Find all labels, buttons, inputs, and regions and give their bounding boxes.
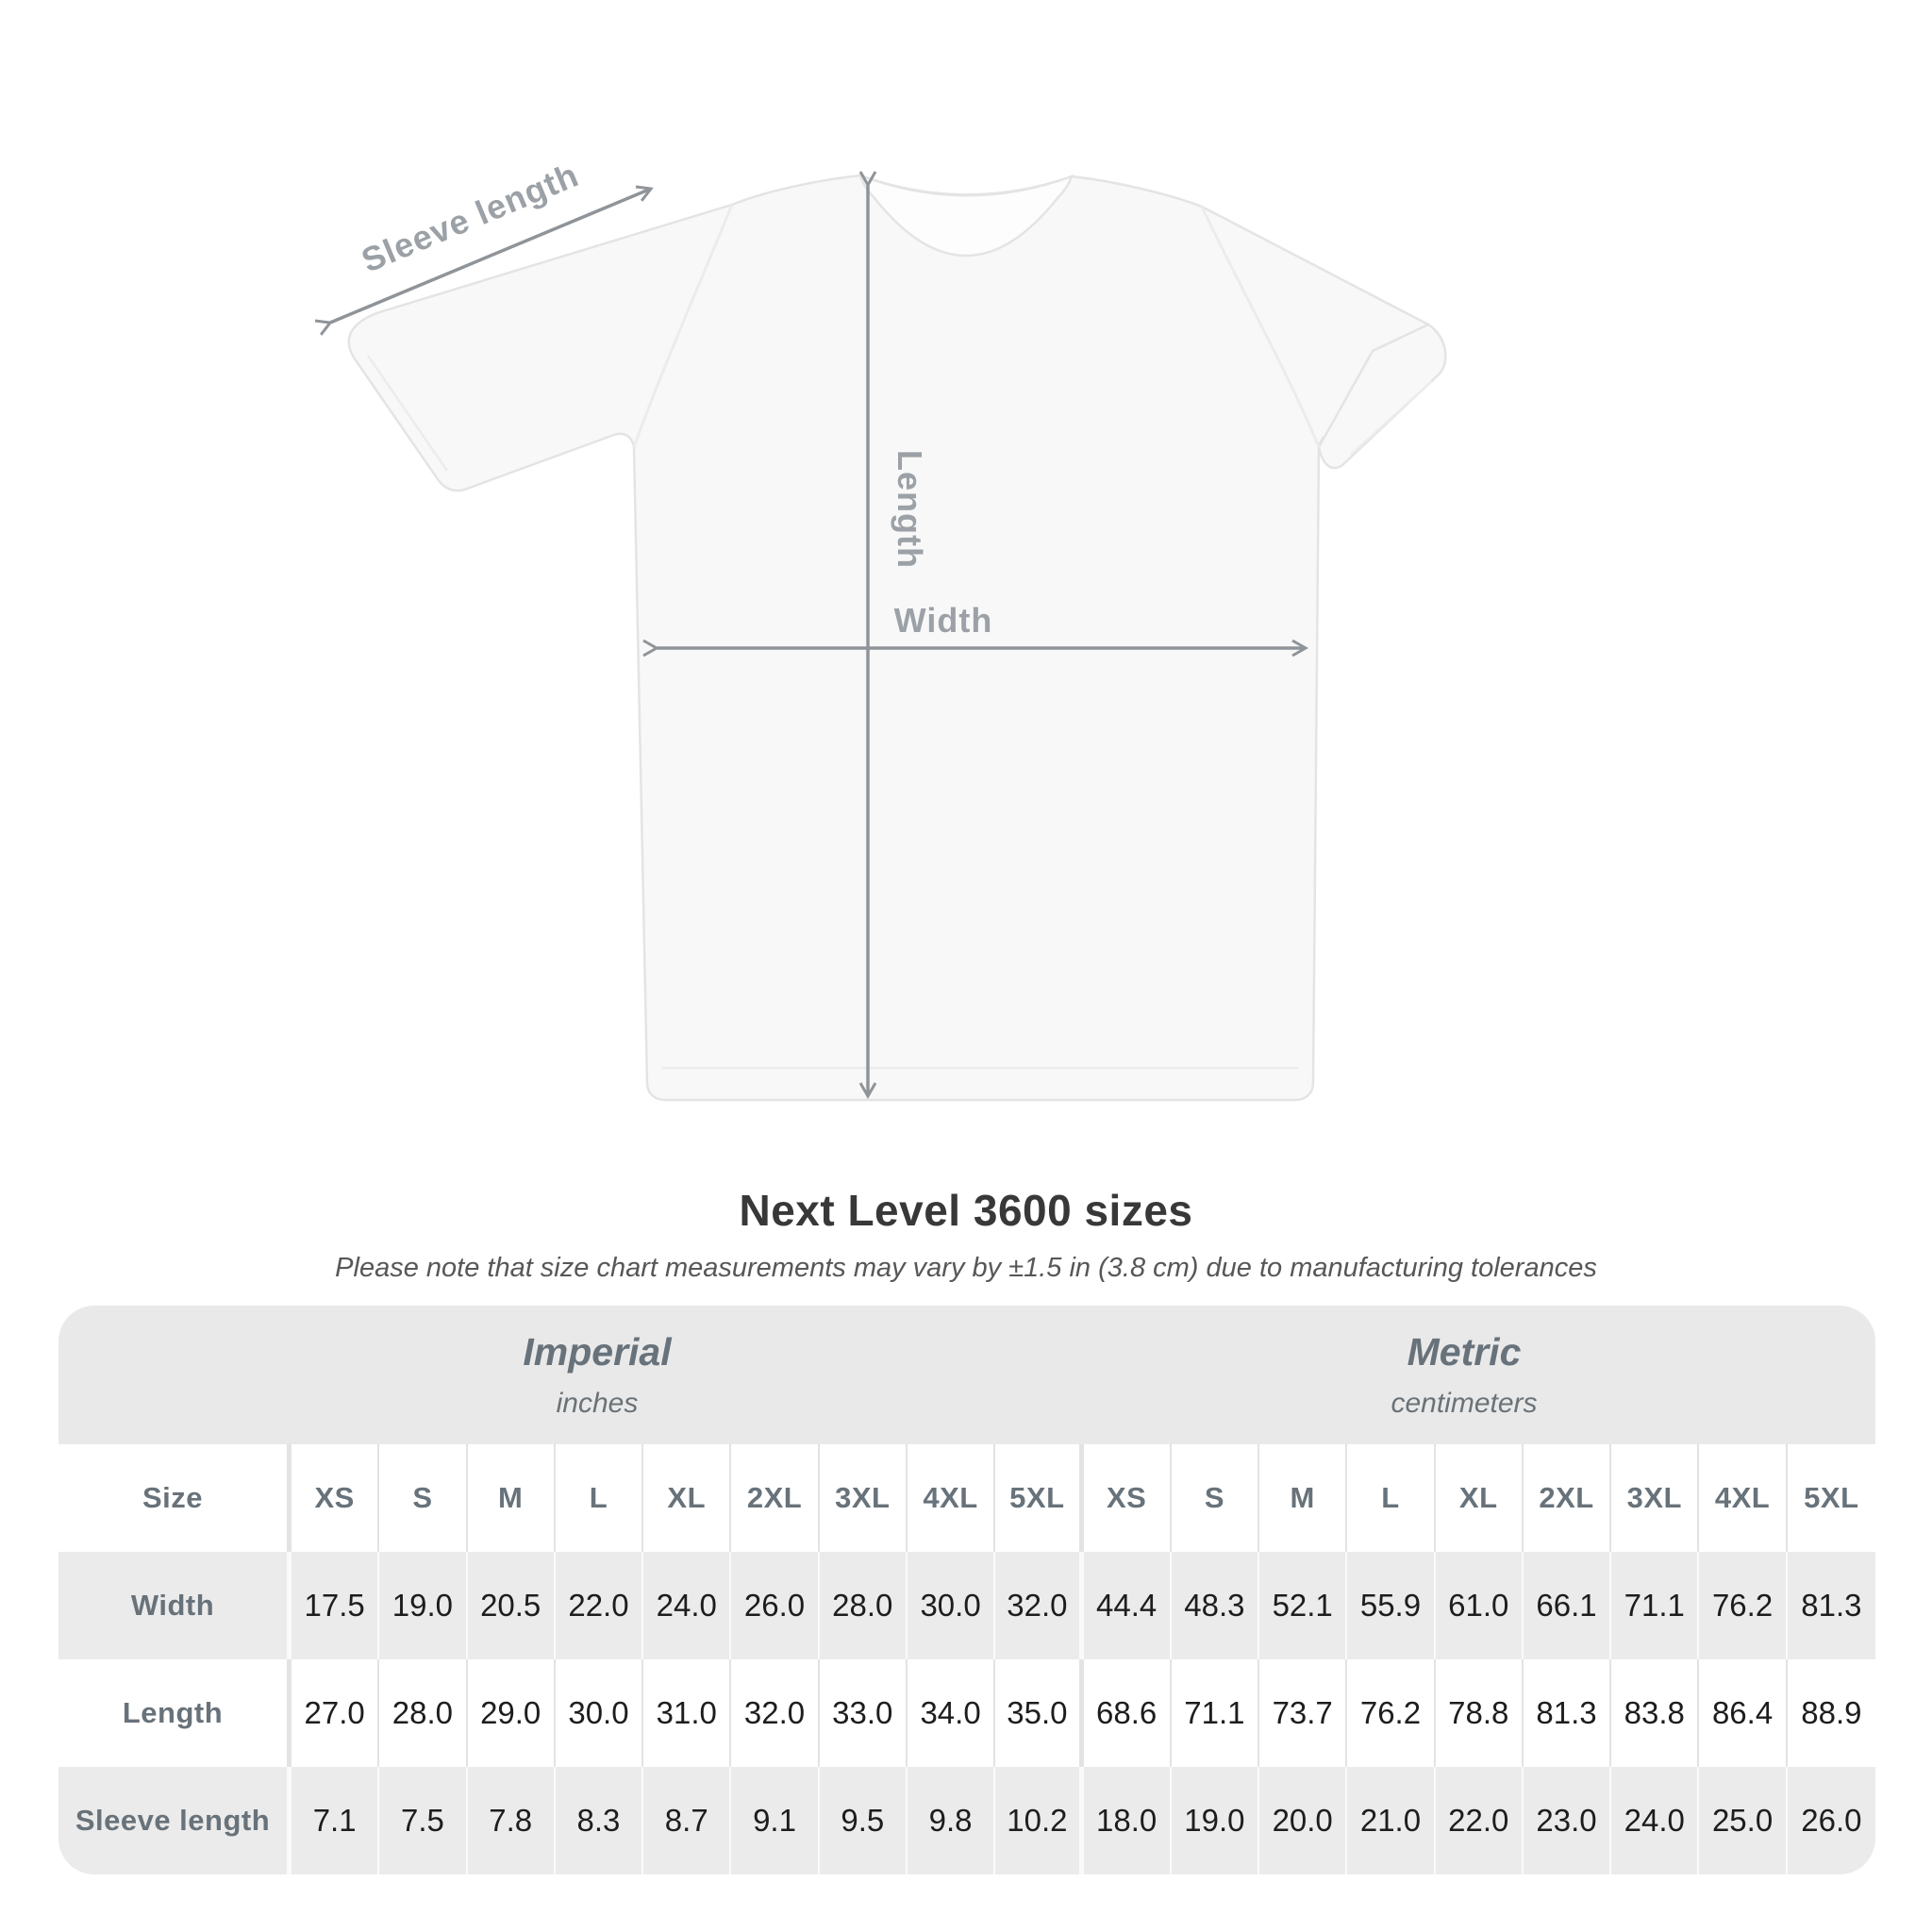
- size-column-header: S: [379, 1444, 467, 1552]
- measurement-cell: 35.0: [995, 1659, 1083, 1767]
- measurement-cell: 30.0: [908, 1552, 995, 1659]
- measurement-cell: 29.0: [468, 1659, 556, 1767]
- measurement-cell: 7.5: [379, 1767, 467, 1874]
- measurement-cell: 48.3: [1172, 1552, 1259, 1659]
- unit-header-band: [58, 1306, 1875, 1444]
- measurement-cell: 20.0: [1259, 1767, 1347, 1874]
- measurement-cell: 28.0: [820, 1552, 908, 1659]
- measurement-cell: 26.0: [731, 1552, 819, 1659]
- metric-unit-group: [1391, 1306, 1537, 1444]
- size-column-header: L: [1347, 1444, 1435, 1552]
- measurement-cell: 23.0: [1524, 1767, 1611, 1874]
- size-column-header: XS: [291, 1444, 379, 1552]
- measurement-cell: 68.6: [1084, 1659, 1172, 1767]
- measurement-cell: 83.8: [1611, 1659, 1699, 1767]
- imperial-unit-group: [523, 1306, 671, 1444]
- measurement-cell: 9.8: [908, 1767, 995, 1874]
- sleeve-length-label: Sleeve length: [356, 155, 585, 280]
- row-label: Width: [58, 1552, 291, 1659]
- size-column-header: S: [1172, 1444, 1259, 1552]
- measurement-cell: 28.0: [379, 1659, 467, 1767]
- measurement-cell: 34.0: [908, 1659, 995, 1767]
- measurement-cell: 81.3: [1524, 1659, 1611, 1767]
- title-block: [0, 1185, 1932, 1284]
- measurement-cell: 81.3: [1801, 1588, 1862, 1623]
- tolerance-note: Please note that size chart measurements may vary by ±1.5 in (3.8 cm) due to manufacturing tolerances: [335, 1253, 1597, 1283]
- measurement-cell: 66.1: [1524, 1552, 1611, 1659]
- measurement-cell: 18.0: [1084, 1767, 1172, 1874]
- width-label: Width: [893, 601, 993, 640]
- measurement-cell: 17.5: [291, 1552, 379, 1659]
- size-column-header: L: [556, 1444, 643, 1552]
- measurement-cell: 61.0: [1436, 1552, 1524, 1659]
- measurement-cell: 24.0: [643, 1552, 731, 1659]
- measurement-cell: 21.0: [1347, 1767, 1435, 1874]
- measurement-cell: 88.9: [1801, 1695, 1862, 1730]
- size-header-cell: Size: [58, 1444, 291, 1552]
- length-label: Length: [891, 450, 929, 569]
- measurement-cell: 86.4: [1699, 1659, 1787, 1767]
- size-column-header: 3XL: [1611, 1444, 1699, 1552]
- measurement-cell: 19.0: [379, 1552, 467, 1659]
- measurement-cell: 27.0: [291, 1659, 379, 1767]
- measurement-cell: 7.1: [291, 1767, 379, 1874]
- measurement-cell: 78.8: [1436, 1659, 1524, 1767]
- size-column-header: 5XL: [1804, 1481, 1859, 1514]
- metric-unit-label: centimeters: [1391, 1388, 1538, 1419]
- page-title: Next Level 3600 sizes: [739, 1186, 1193, 1235]
- size-column-header: M: [1259, 1444, 1347, 1552]
- measurement-cell: 8.7: [643, 1767, 731, 1874]
- measurement-cell: 76.2: [1347, 1659, 1435, 1767]
- measurement-cell: 31.0: [643, 1659, 731, 1767]
- size-column-header: 2XL: [731, 1444, 819, 1552]
- size-column-header: XL: [643, 1444, 731, 1552]
- size-column-header: XS: [1084, 1444, 1172, 1552]
- size-table: [58, 1444, 1875, 1874]
- metric-heading: Metric: [1407, 1330, 1522, 1374]
- size-column-header: XL: [1436, 1444, 1524, 1552]
- size-chart-panel: [58, 1306, 1875, 1874]
- measurement-cell: 25.0: [1699, 1767, 1787, 1874]
- measurement-cell: 7.8: [468, 1767, 556, 1874]
- measurement-cell: 33.0: [820, 1659, 908, 1767]
- measurement-cell: 8.3: [556, 1767, 643, 1874]
- measurement-cell: 71.1: [1611, 1552, 1699, 1659]
- measurement-cell: 30.0: [556, 1659, 643, 1767]
- measurement-cell: 20.5: [468, 1552, 556, 1659]
- measurement-cell: 9.1: [731, 1767, 819, 1874]
- size-column-header: 2XL: [1524, 1444, 1611, 1552]
- row-label: Length: [58, 1659, 291, 1767]
- size-column-header: 4XL: [908, 1444, 995, 1552]
- size-header-row: [58, 1444, 1875, 1552]
- size-column-header: 4XL: [1699, 1444, 1787, 1552]
- measurement-cell: 73.7: [1259, 1659, 1347, 1767]
- measurement-cell: 22.0: [1436, 1767, 1524, 1874]
- measurement-cell: 76.2: [1699, 1552, 1787, 1659]
- measurement-cell: 32.0: [995, 1552, 1083, 1659]
- measurement-cell: 52.1: [1259, 1552, 1347, 1659]
- measurement-cell: 19.0: [1172, 1767, 1259, 1874]
- measurement-row: [58, 1552, 1875, 1659]
- row-label: Sleeve length: [58, 1767, 291, 1874]
- measurement-cell: 32.0: [731, 1659, 819, 1767]
- size-column-header: 5XL: [995, 1444, 1083, 1552]
- measurement-cell: 10.2: [995, 1767, 1083, 1874]
- measurement-cell: 44.4: [1084, 1552, 1172, 1659]
- measurement-row: [58, 1659, 1875, 1767]
- imperial-heading: Imperial: [523, 1330, 672, 1374]
- measurement-cell: 71.1: [1172, 1659, 1259, 1767]
- measurement-cell: 24.0: [1611, 1767, 1699, 1874]
- measurement-cell: 22.0: [556, 1552, 643, 1659]
- size-column-header: 3XL: [820, 1444, 908, 1552]
- measurement-cell: 9.5: [820, 1767, 908, 1874]
- measurement-row: [58, 1767, 1875, 1874]
- size-column-header: M: [468, 1444, 556, 1552]
- measurement-cell: 55.9: [1347, 1552, 1435, 1659]
- measurement-cell: 26.0: [1801, 1803, 1862, 1838]
- imperial-unit-label: inches: [556, 1388, 639, 1419]
